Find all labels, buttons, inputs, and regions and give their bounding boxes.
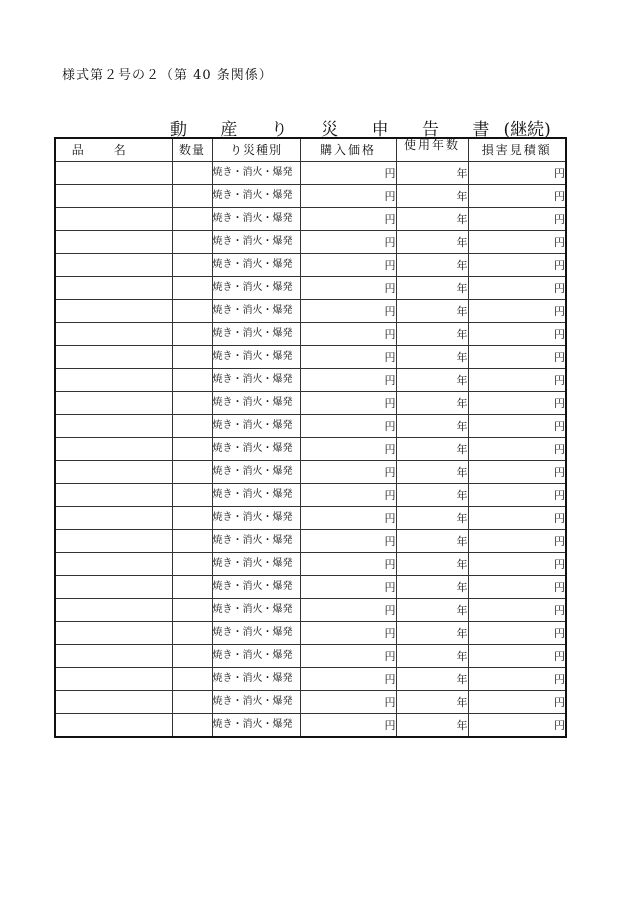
quantity-cell[interactable] [172, 461, 212, 484]
years-used-cell[interactable]: 年 [396, 231, 468, 254]
table-row [55, 162, 566, 185]
quantity-cell[interactable] [172, 714, 212, 738]
purchase-price-cell[interactable]: 円 [300, 622, 396, 645]
estimated-damage-cell[interactable]: 円 [468, 254, 566, 277]
estimated-damage-cell[interactable]: 円 [468, 530, 566, 553]
years-used-cell[interactable]: 年 [396, 415, 468, 438]
estimated-damage-cell[interactable]: 円 [468, 162, 566, 185]
estimated-damage-cell[interactable]: 円 [468, 714, 566, 738]
quantity-cell[interactable] [172, 553, 212, 576]
table-row [55, 668, 566, 691]
estimated-damage-cell[interactable]: 円 [468, 185, 566, 208]
years-used-cell[interactable]: 年 [396, 599, 468, 622]
table-row [55, 415, 566, 438]
item-name-cell[interactable] [55, 208, 172, 231]
document-title-main: 動 産 り 災 申 告 書 [170, 120, 504, 140]
header-estimated-damage: 損害見積額 [468, 138, 566, 162]
item-name-cell[interactable] [55, 415, 172, 438]
item-name-cell[interactable] [55, 254, 172, 277]
years-used-cell[interactable]: 年 [396, 300, 468, 323]
estimated-damage-cell[interactable]: 円 [468, 277, 566, 300]
table-row [55, 277, 566, 300]
estimated-damage-cell[interactable]: 円 [468, 576, 566, 599]
purchase-price-cell[interactable]: 円 [300, 346, 396, 369]
item-name-cell[interactable] [55, 484, 172, 507]
table-row [55, 300, 566, 323]
purchase-price-cell[interactable]: 円 [300, 645, 396, 668]
table-row [55, 599, 566, 622]
item-name-cell[interactable] [55, 576, 172, 599]
quantity-cell[interactable] [172, 415, 212, 438]
table-row [55, 691, 566, 714]
estimated-damage-cell[interactable]: 円 [468, 691, 566, 714]
item-name-cell[interactable] [55, 668, 172, 691]
purchase-price-cell[interactable]: 円 [300, 576, 396, 599]
quantity-cell[interactable] [172, 369, 212, 392]
table-row [55, 484, 566, 507]
disaster-type-cell[interactable]: 焼き・消火・爆発 [212, 185, 300, 208]
table-row [55, 553, 566, 576]
header-item-name: 品名 [55, 138, 172, 162]
years-used-cell[interactable]: 年 [396, 346, 468, 369]
disaster-type-cell[interactable]: 焼き・消火・爆発 [212, 576, 300, 599]
estimated-damage-cell[interactable]: 円 [468, 645, 566, 668]
purchase-price-cell[interactable]: 円 [300, 392, 396, 415]
purchase-price-cell[interactable]: 円 [300, 277, 396, 300]
disaster-type-cell[interactable]: 焼き・消火・爆発 [212, 369, 300, 392]
estimated-damage-cell[interactable]: 円 [468, 323, 566, 346]
quantity-cell[interactable] [172, 484, 212, 507]
table-row [55, 645, 566, 668]
purchase-price-cell[interactable]: 円 [300, 185, 396, 208]
years-used-cell[interactable]: 年 [396, 484, 468, 507]
item-name-cell[interactable] [55, 714, 172, 738]
purchase-price-cell[interactable]: 円 [300, 691, 396, 714]
header-quantity: 数量 [172, 138, 212, 162]
years-used-cell[interactable]: 年 [396, 530, 468, 553]
years-used-cell[interactable]: 年 [396, 438, 468, 461]
item-name-cell[interactable] [55, 185, 172, 208]
disaster-type-cell[interactable]: 焼き・消火・爆発 [212, 530, 300, 553]
table-body [55, 162, 566, 738]
quantity-cell[interactable] [172, 438, 212, 461]
table-row [55, 461, 566, 484]
item-name-cell[interactable] [55, 162, 172, 185]
table-row [55, 622, 566, 645]
purchase-price-cell[interactable]: 円 [300, 438, 396, 461]
disaster-type-cell[interactable]: 焼き・消火・爆発 [212, 323, 300, 346]
item-name-cell[interactable] [55, 277, 172, 300]
purchase-price-cell[interactable]: 円 [300, 162, 396, 185]
quantity-cell[interactable] [172, 622, 212, 645]
item-name-cell[interactable] [55, 599, 172, 622]
quantity-cell[interactable] [172, 300, 212, 323]
form-number: 様式第２号の２（第 40 条関係） [62, 68, 273, 83]
table-row [55, 231, 566, 254]
disaster-type-cell[interactable]: 焼き・消火・爆発 [212, 714, 300, 738]
item-name-cell[interactable] [55, 231, 172, 254]
disaster-type-cell[interactable]: 焼き・消火・爆発 [212, 162, 300, 185]
purchase-price-cell[interactable]: 円 [300, 415, 396, 438]
years-used-cell[interactable]: 年 [396, 668, 468, 691]
disaster-type-cell[interactable]: 焼き・消火・爆発 [212, 484, 300, 507]
disaster-type-cell[interactable]: 焼き・消火・爆発 [212, 231, 300, 254]
quantity-cell[interactable] [172, 668, 212, 691]
disaster-type-cell[interactable]: 焼き・消火・爆発 [212, 691, 300, 714]
years-used-cell[interactable]: 年 [396, 553, 468, 576]
estimated-damage-cell[interactable]: 円 [468, 599, 566, 622]
estimated-damage-cell[interactable]: 円 [468, 438, 566, 461]
disaster-type-cell[interactable]: 焼き・消火・爆発 [212, 645, 300, 668]
disaster-type-cell[interactable]: 焼き・消火・爆発 [212, 507, 300, 530]
header-disaster-type: り災種別 [212, 138, 300, 162]
item-name-cell[interactable] [55, 691, 172, 714]
years-used-cell[interactable]: 年 [396, 208, 468, 231]
disaster-type-cell[interactable]: 焼き・消火・爆発 [212, 300, 300, 323]
disaster-type-cell[interactable]: 焼き・消火・爆発 [212, 254, 300, 277]
purchase-price-cell[interactable]: 円 [300, 668, 396, 691]
quantity-cell[interactable] [172, 277, 212, 300]
disaster-type-cell[interactable]: 焼き・消火・爆発 [212, 438, 300, 461]
table-row [55, 507, 566, 530]
purchase-price-cell[interactable]: 円 [300, 254, 396, 277]
estimated-damage-cell[interactable]: 円 [468, 346, 566, 369]
table-row [55, 208, 566, 231]
item-name-cell[interactable] [55, 392, 172, 415]
disaster-type-cell[interactable]: 焼き・消火・爆発 [212, 415, 300, 438]
years-used-cell[interactable]: 年 [396, 162, 468, 185]
purchase-price-cell[interactable]: 円 [300, 599, 396, 622]
quantity-cell[interactable] [172, 162, 212, 185]
years-used-cell[interactable]: 年 [396, 277, 468, 300]
disaster-type-cell[interactable]: 焼き・消火・爆発 [212, 622, 300, 645]
estimated-damage-cell[interactable]: 円 [468, 369, 566, 392]
purchase-price-cell[interactable]: 円 [300, 484, 396, 507]
years-used-cell[interactable]: 年 [396, 622, 468, 645]
table-row [55, 530, 566, 553]
purchase-price-cell[interactable]: 円 [300, 208, 396, 231]
quantity-cell[interactable] [172, 392, 212, 415]
item-name-cell[interactable] [55, 645, 172, 668]
item-name-cell[interactable] [55, 461, 172, 484]
estimated-damage-cell[interactable]: 円 [468, 507, 566, 530]
quantity-cell[interactable] [172, 254, 212, 277]
table-row [55, 185, 566, 208]
quantity-cell[interactable] [172, 530, 212, 553]
quantity-cell[interactable] [172, 346, 212, 369]
estimated-damage-cell[interactable]: 円 [468, 392, 566, 415]
disaster-type-cell[interactable]: 焼き・消火・爆発 [212, 346, 300, 369]
item-name-cell[interactable] [55, 369, 172, 392]
header-purchase-price: 購入価格 [300, 138, 396, 162]
years-used-cell[interactable]: 年 [396, 461, 468, 484]
item-name-cell[interactable] [55, 507, 172, 530]
table-row [55, 438, 566, 461]
disaster-type-cell[interactable]: 焼き・消火・爆発 [212, 553, 300, 576]
estimated-damage-cell[interactable]: 円 [468, 484, 566, 507]
estimated-damage-cell[interactable]: 円 [468, 553, 566, 576]
purchase-price-cell[interactable]: 円 [300, 714, 396, 738]
item-name-cell[interactable] [55, 553, 172, 576]
purchase-price-cell[interactable]: 円 [300, 231, 396, 254]
years-used-cell[interactable]: 年 [396, 254, 468, 277]
purchase-price-cell[interactable]: 円 [300, 553, 396, 576]
quantity-cell[interactable] [172, 208, 212, 231]
table-row [55, 346, 566, 369]
purchase-price-cell[interactable]: 円 [300, 300, 396, 323]
table-row [55, 714, 566, 738]
disaster-type-cell[interactable]: 焼き・消火・爆発 [212, 599, 300, 622]
years-used-cell[interactable]: 年 [396, 392, 468, 415]
estimated-damage-cell[interactable]: 円 [468, 668, 566, 691]
estimated-damage-cell[interactable]: 円 [468, 415, 566, 438]
quantity-cell[interactable] [172, 691, 212, 714]
estimated-damage-cell[interactable]: 円 [468, 231, 566, 254]
disaster-type-cell[interactable]: 焼き・消火・爆発 [212, 668, 300, 691]
quantity-cell[interactable] [172, 231, 212, 254]
years-used-cell[interactable]: 年 [396, 369, 468, 392]
years-used-cell[interactable]: 年 [396, 714, 468, 738]
quantity-cell[interactable] [172, 645, 212, 668]
disaster-type-cell[interactable]: 焼き・消火・爆発 [212, 277, 300, 300]
disaster-type-cell[interactable]: 焼き・消火・爆発 [212, 392, 300, 415]
quantity-cell[interactable] [172, 323, 212, 346]
purchase-price-cell[interactable]: 円 [300, 530, 396, 553]
quantity-cell[interactable] [172, 599, 212, 622]
purchase-price-cell[interactable]: 円 [300, 323, 396, 346]
years-used-cell[interactable]: 年 [396, 576, 468, 599]
table-row [55, 369, 566, 392]
years-used-cell[interactable]: 年 [396, 323, 468, 346]
years-used-cell[interactable]: 年 [396, 507, 468, 530]
item-name-cell[interactable] [55, 438, 172, 461]
disaster-type-cell[interactable]: 焼き・消火・爆発 [212, 208, 300, 231]
estimated-damage-cell[interactable]: 円 [468, 622, 566, 645]
estimated-damage-cell[interactable]: 円 [468, 208, 566, 231]
quantity-cell[interactable] [172, 185, 212, 208]
document-title-suffix: (継続) [503, 120, 551, 140]
estimated-damage-cell[interactable]: 円 [468, 461, 566, 484]
movable-property-damage-table [54, 137, 567, 738]
quantity-cell[interactable] [172, 507, 212, 530]
table-row [55, 576, 566, 599]
item-name-cell[interactable] [55, 323, 172, 346]
table-row [55, 323, 566, 346]
years-used-cell[interactable]: 年 [396, 645, 468, 668]
table-row [55, 392, 566, 415]
table-row [55, 254, 566, 277]
item-name-cell[interactable] [55, 346, 172, 369]
purchase-price-cell[interactable]: 円 [300, 461, 396, 484]
purchase-price-cell[interactable]: 円 [300, 369, 396, 392]
item-name-cell[interactable] [55, 530, 172, 553]
item-name-cell[interactable] [55, 622, 172, 645]
years-used-cell[interactable]: 年 [396, 691, 468, 714]
disaster-type-cell[interactable]: 焼き・消火・爆発 [212, 461, 300, 484]
estimated-damage-cell[interactable]: 円 [468, 300, 566, 323]
header-years-used: 使用年数 [396, 138, 468, 162]
item-name-cell[interactable] [55, 300, 172, 323]
purchase-price-cell[interactable]: 円 [300, 507, 396, 530]
years-used-cell[interactable]: 年 [396, 185, 468, 208]
table-header-row [55, 138, 566, 162]
quantity-cell[interactable] [172, 576, 212, 599]
